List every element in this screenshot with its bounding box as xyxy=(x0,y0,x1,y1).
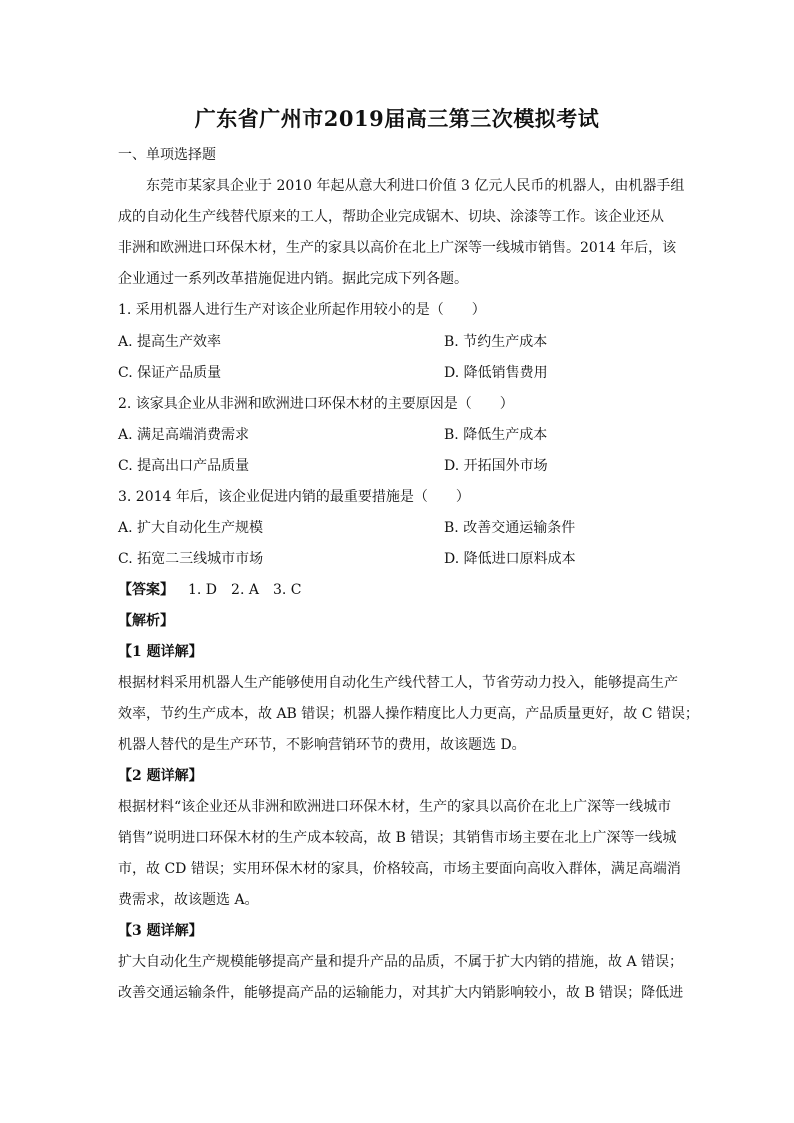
q3-option-b: B. 改善交通运输条件 xyxy=(444,520,576,536)
q2-option-d: D. 开拓国外市场 xyxy=(444,458,548,474)
passage-line-4: 企业通过一系列改革措施促进内销。据此完成下列各题。 xyxy=(118,271,468,287)
page-title: 广东省广州市2019届高三第三次模拟考试 xyxy=(194,106,600,131)
analysis-heading: 【解析】 xyxy=(118,613,174,629)
q3-option-c: C. 拓宽二三线城市市场 xyxy=(118,551,264,567)
detail-2-line-2: 销售”说明进口环保木材的生产成本较高，故 B 错误；其销售市场主要在北上广深等一线城 xyxy=(118,830,677,846)
answer-3: 3. C xyxy=(272,582,302,598)
detail-2-line-1: 根据材料“该企业还从非洲和欧洲进口环保木材，生产的家具以高价在北上广深等一线城市 xyxy=(118,799,672,815)
answer-line xyxy=(118,581,302,599)
passage-line-2: 成的自动化生产线替代原来的工人，帮助企业完成锯木、切块、涂漆等工作。该企业还从 xyxy=(118,209,664,225)
q1-option-d: D. 降低销售费用 xyxy=(444,365,548,381)
question-1: 1. 采用机器人进行生产对该企业所起作用较小的是（ ） xyxy=(118,302,486,318)
detail-1-heading: 【1 题详解】 xyxy=(118,644,203,660)
detail-2-line-3: 市，故 CD 错误；实用环保木材的家具，价格较高，市场主要面向高收入群体，满足高端消 xyxy=(118,861,681,877)
answer-label: 【答案】 xyxy=(118,582,174,598)
detail-1-line-1: 根据材料采用机器人生产能够使用自动化生产线代替工人，节省劳动力投入，能够提高生产 xyxy=(118,675,678,691)
q2-option-c: C. 提高出口产品质量 xyxy=(118,458,250,474)
answer-1: 1. D xyxy=(188,582,218,598)
detail-3-line-1: 扩大自动化生产规模能够提高产量和提升产品的品质，不属于扩大内销的措施，故 A 错误； xyxy=(118,954,684,970)
detail-3-line-2: 改善交通运输条件，能够提高产品的运输能力，对其扩大内销影响较小，故 B 错误；降低进 xyxy=(118,985,684,1001)
q1-option-c: C. 保证产品质量 xyxy=(118,365,222,381)
section-heading: 一、单项选择题 xyxy=(118,147,216,163)
q3-option-a: A. 扩大自动化生产规模 xyxy=(118,520,264,536)
q1-option-b: B. 节约生产成本 xyxy=(444,334,548,350)
q3-option-d: D. 降低进口原料成本 xyxy=(444,551,576,567)
detail-2-heading: 【2 题详解】 xyxy=(118,768,203,784)
q2-option-b: B. 降低生产成本 xyxy=(444,427,548,443)
q2-option-a: A. 满足高端消费需求 xyxy=(118,427,250,443)
detail-2-line-4: 费需求，故该题选 A。 xyxy=(118,892,259,908)
question-3: 3. 2014 年后，该企业促进内销的最重要措施是（ ） xyxy=(118,489,470,505)
detail-1-line-2: 效率，节约生产成本，故 AB 错误；机器人操作精度比人力更高，产品质量更好，故 C 错误； xyxy=(118,706,699,722)
passage-line-3: 非洲和欧洲进口环保木材，生产的家具以高价在北上广深等一线城市销售。2014 年后，该 xyxy=(118,240,677,256)
detail-3-heading: 【3 题详解】 xyxy=(118,923,203,939)
detail-1-line-3: 机器人替代的是生产环节，不影响营销环节的费用，故该题选 D。 xyxy=(118,737,526,753)
passage-line-1: 东莞市某家具企业于 2010 年起从意大利进口价值 3 亿元人民币的机器人，由机器手组 xyxy=(146,178,685,194)
question-2: 2. 该家具企业从非洲和欧洲进口环保木材的主要原因是（ ） xyxy=(118,396,514,412)
q1-option-a: A. 提高生产效率 xyxy=(118,334,222,350)
answer-2: 2. A xyxy=(231,582,259,598)
